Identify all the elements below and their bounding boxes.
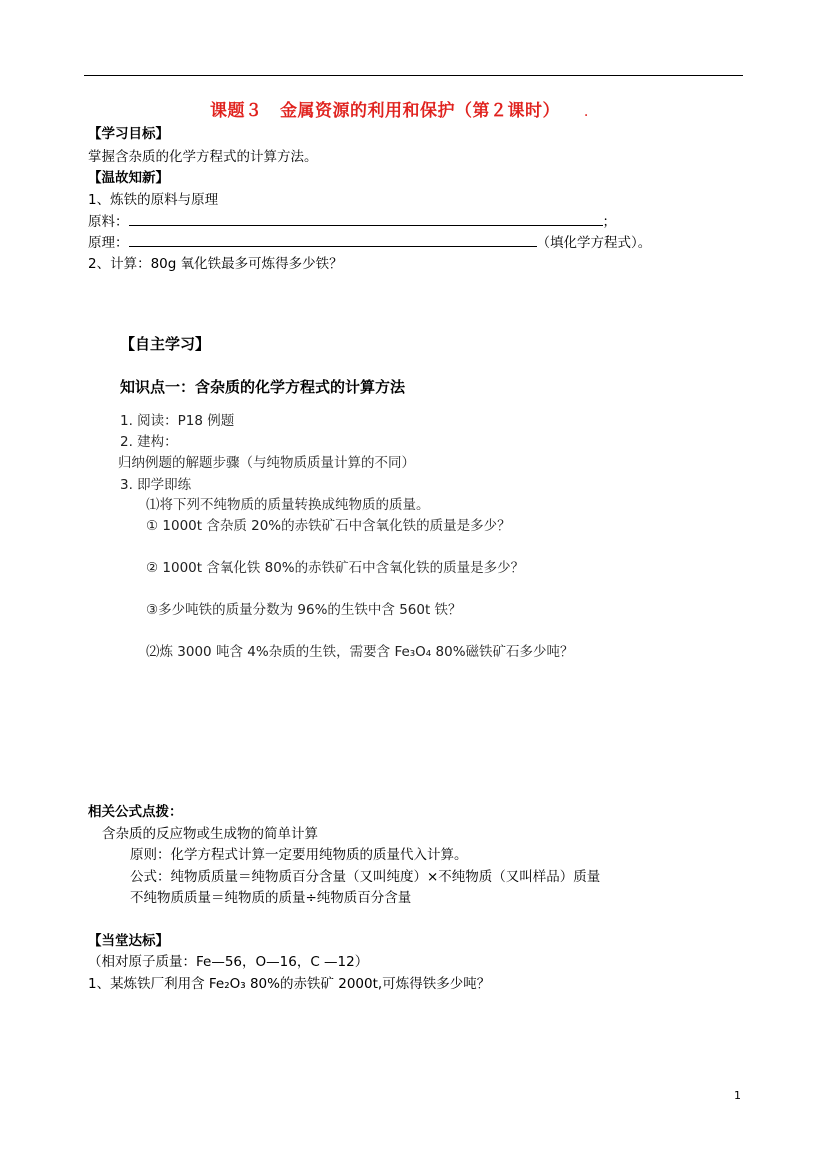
page-title-text: 课题３ 金属资源的利用和保护（第２课时）	[210, 101, 560, 121]
raw-material-label: 原料：	[88, 214, 129, 230]
step-2: 2. 建构：	[120, 434, 178, 450]
self-study-heading: 【自主学习】	[120, 335, 211, 353]
goals-heading: 【学习目标】	[88, 126, 169, 142]
question-1: ① 1000t 含杂质 20%的赤铁矿石中含氧化铁的质量是多少？	[146, 518, 511, 534]
formula-line-1: 含杂质的反应物或生成物的简单计算	[102, 826, 318, 842]
practice-question-1: 1、某炼铁厂利用含 Fe₂O₃ 80%的赤铁矿 2000t,可炼得铁多少吨？	[88, 976, 491, 992]
question-intro: ⑴将下列不纯物质的质量转换成纯物质的质量。	[146, 497, 430, 513]
question-4: ⑵炼 3000 吨含 4%杂质的生铁，需要含 Fe₃O₄ 80%磁铁矿石多少吨？	[146, 644, 574, 660]
raw-material-line	[88, 210, 616, 230]
page-title-mark: .	[584, 108, 589, 119]
goals-text: 掌握含杂质的化学方程式的计算方法。	[88, 149, 318, 165]
review-item-2: 2、计算：80g 氧化铁最多可炼得多少铁？	[88, 256, 343, 272]
page-title	[210, 96, 588, 121]
raw-material-blank[interactable]	[129, 214, 603, 226]
review-heading: 【温故知新】	[88, 170, 169, 186]
practice-heading: 【当堂达标】	[88, 933, 169, 949]
formula-line-3: 公式：纯物质质量＝纯物质百分含量（又叫纯度）×不纯物质（又叫样品）质量	[130, 869, 601, 885]
knowledge-title: 知识点一：含杂质的化学方程式的计算方法	[120, 378, 406, 396]
step-2-detail: 归纳例题的解题步骤（与纯物质质量计算的不同）	[118, 455, 415, 471]
formula-heading: 相关公式点拨：	[88, 804, 183, 820]
principle-line	[88, 231, 651, 251]
raw-material-end: ；	[602, 214, 616, 230]
principle-blank[interactable]	[129, 235, 537, 247]
page-number: 1	[734, 1089, 741, 1102]
header-rule	[84, 75, 743, 76]
step-1: 1. 阅读：P18 例题	[120, 413, 235, 429]
formula-line-2: 原则：化学方程式计算一定要用纯物质的质量代入计算。	[130, 847, 468, 863]
formula-line-4: 不纯物质质量＝纯物质的质量÷纯物质百分含量	[130, 890, 412, 906]
principle-end: （填化学方程式）。	[536, 235, 652, 251]
step-3: 3. 即学即练	[120, 477, 192, 493]
principle-label: 原理：	[88, 235, 129, 251]
question-2: ② 1000t 含氧化铁 80%的赤铁矿石中含氧化铁的质量是多少？	[146, 560, 525, 576]
atomic-mass-note: （相对原子质量：Fe—56，O—16，C —12）	[88, 954, 369, 970]
review-item-1: 1、炼铁的原料与原理	[88, 192, 219, 208]
question-3: ③多少吨铁的质量分数为 96%的生铁中含 560t 铁？	[146, 602, 462, 618]
